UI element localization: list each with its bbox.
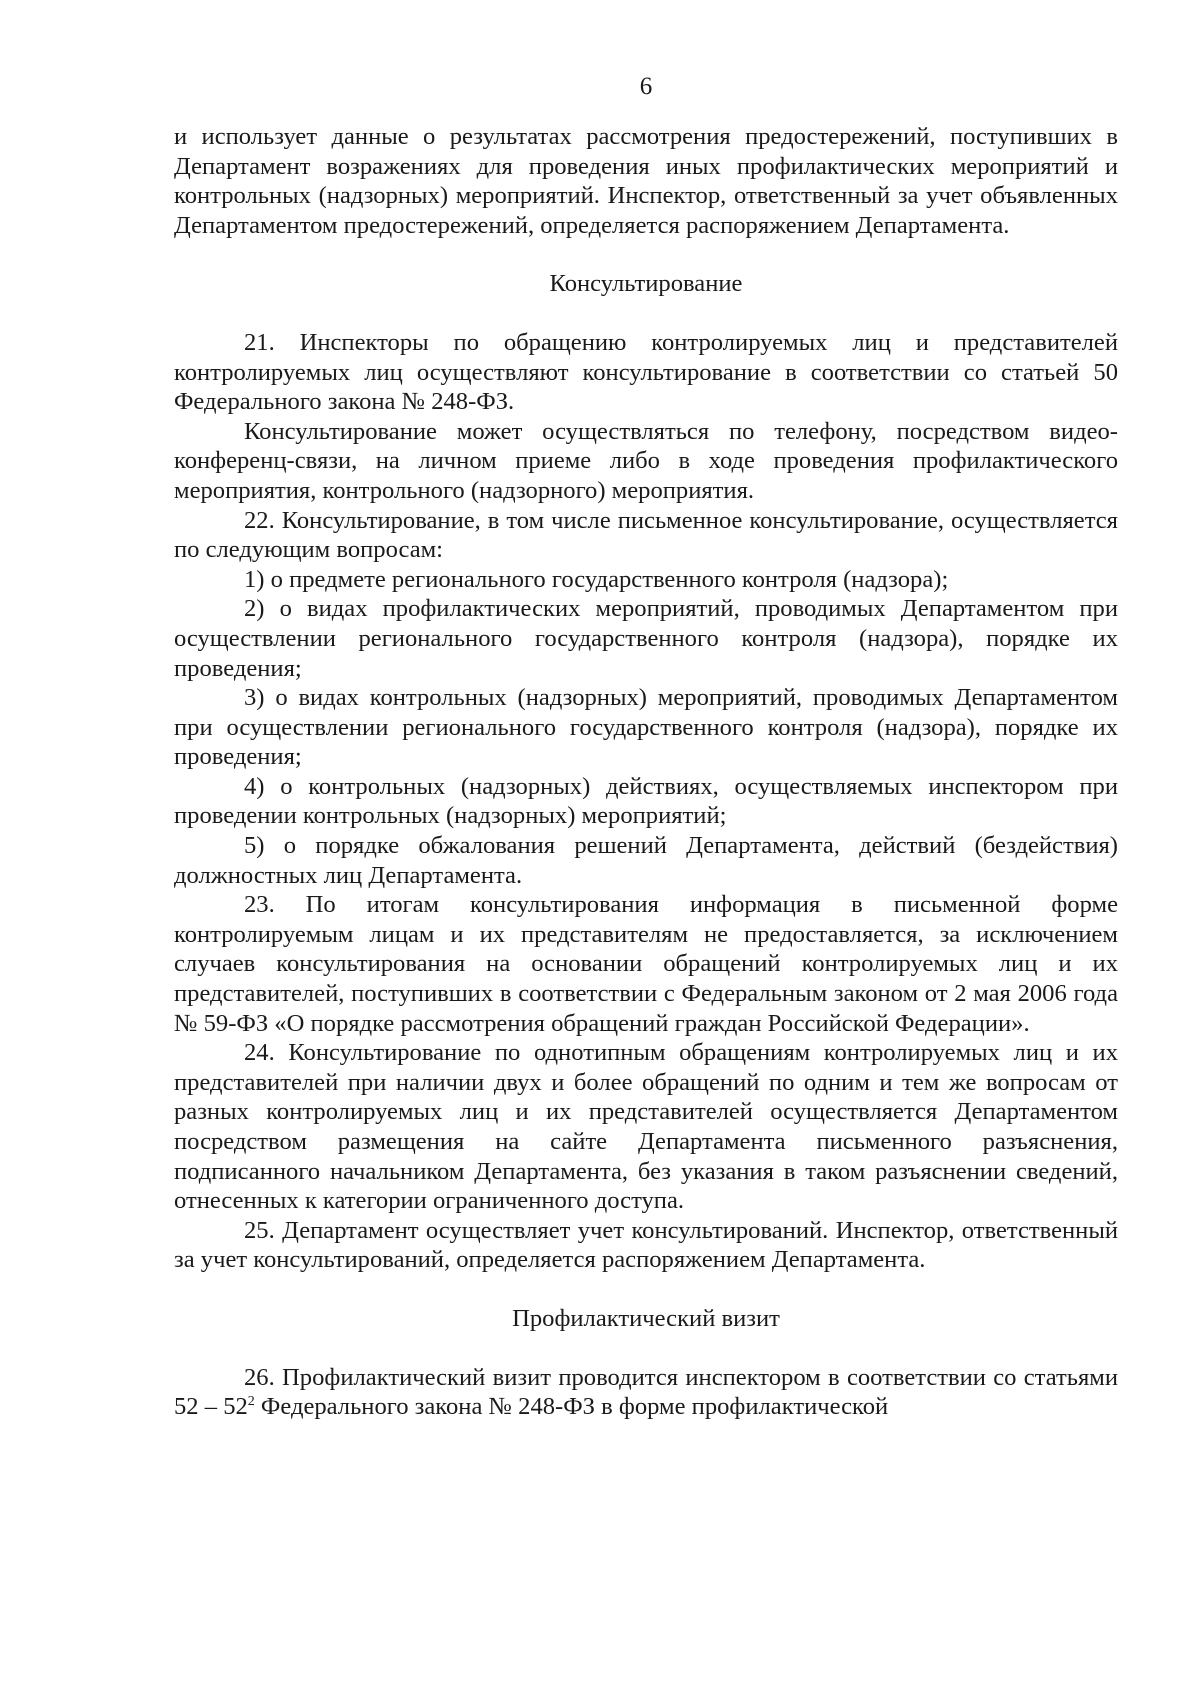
section-heading-consulting: Консультирование xyxy=(549,270,743,298)
paragraph-24: 24. Консультирование по однотипным обращениям контролируемых лиц и их представителей при наличии двух и более обращений по одним и тем же вопросам от разных контролируемых лиц и их представителей осуществляется Департаментом посредством размещения на сайте Департамента письменного разъяснения, подписанного начальником Департамента, без указания в таком разъяснении сведений, отнесенных к категории ограниченного доступа. xyxy=(174,1039,1118,1215)
paragraph-26 xyxy=(174,1363,1118,1422)
paragraph-21: 21. Инспекторы по обращению контролируемых лиц и представителей контролируемых лиц осуществляют консультирование в соответствии со статьей 50 Федерального закона № 248-ФЗ. xyxy=(174,328,1118,416)
paragraph-21-continued: Консультирование может осуществляться по телефону, посредством видео-конференц-связи, на личном приеме либо в ходе проведения профилактического мероприятия, контрольного (надзорного) мероприятия. xyxy=(174,417,1118,504)
list-item-22-2: 2) о видах профилактических мероприятий, проводимых Департаментом при осуществлении регионального государственного контроля (надзора), порядке их проведения; xyxy=(174,595,1118,682)
list-item-22-5: 5) о порядке обжалования решений Департамента, действий (бездействия) должностных лиц Департамента. xyxy=(174,832,1118,889)
list-item-22-4: 4) о контрольных (надзорных) действиях, осуществляемых инспектором при проведении контрольных (надзорных) мероприятий; xyxy=(174,772,1118,830)
paragraph-26-end: Федерального закона № 248-ФЗ в форме профилактической xyxy=(254,1393,889,1421)
paragraph-23: 23. По итогам консультирования информация в письменной форме контролируемым лицам и их представителям не предоставляется, за исключением случаев консультирования на основании обращений контролируемых лиц и их представителей, поступивших в соответствии с Федеральным законом от 2 мая 2006 года № 59-ФЗ «О порядке рассмотрения обращений граждан Российской Федерации». xyxy=(174,891,1118,1037)
paragraph-22: 22. Консультирование, в том числе письменное консультирование, осуществляется по следующим вопросам: xyxy=(174,506,1118,564)
paragraph-continuation: и использует данные о результатах рассмотрения предостережений, поступивших в Департамент возражениях для проведения иных профилактических мероприятий и контрольных (надзорных) мероприятий. Инспектор, ответственный за учет объявленных Департаментом предостережений, определяется распоряжением Департамента. xyxy=(174,123,1118,239)
paragraph-26-start: 26. Профилактический визит проводится инспектором в соответствии со статьями 52 – 52 xyxy=(174,1363,1118,1421)
paragraph-25: 25. Департамент осуществляет учет консультирований. Инспектор, ответственный за учет консультирований, определяется распоряжением Департамента. xyxy=(174,1216,1118,1274)
list-item-22-1: 1) о предмете регионального государственного контроля (надзора); xyxy=(244,565,949,593)
list-item-22-3: 3) о видах контрольных (надзорных) мероприятий, проводимых Департаментом при осуществлении регионального государственного контроля (надзора), порядке их проведения; xyxy=(174,684,1118,771)
section-heading-preventive-visit: Профилактический визит xyxy=(512,1304,780,1332)
page-number: 6 xyxy=(639,73,653,100)
superscript: 2 xyxy=(247,1393,255,1409)
